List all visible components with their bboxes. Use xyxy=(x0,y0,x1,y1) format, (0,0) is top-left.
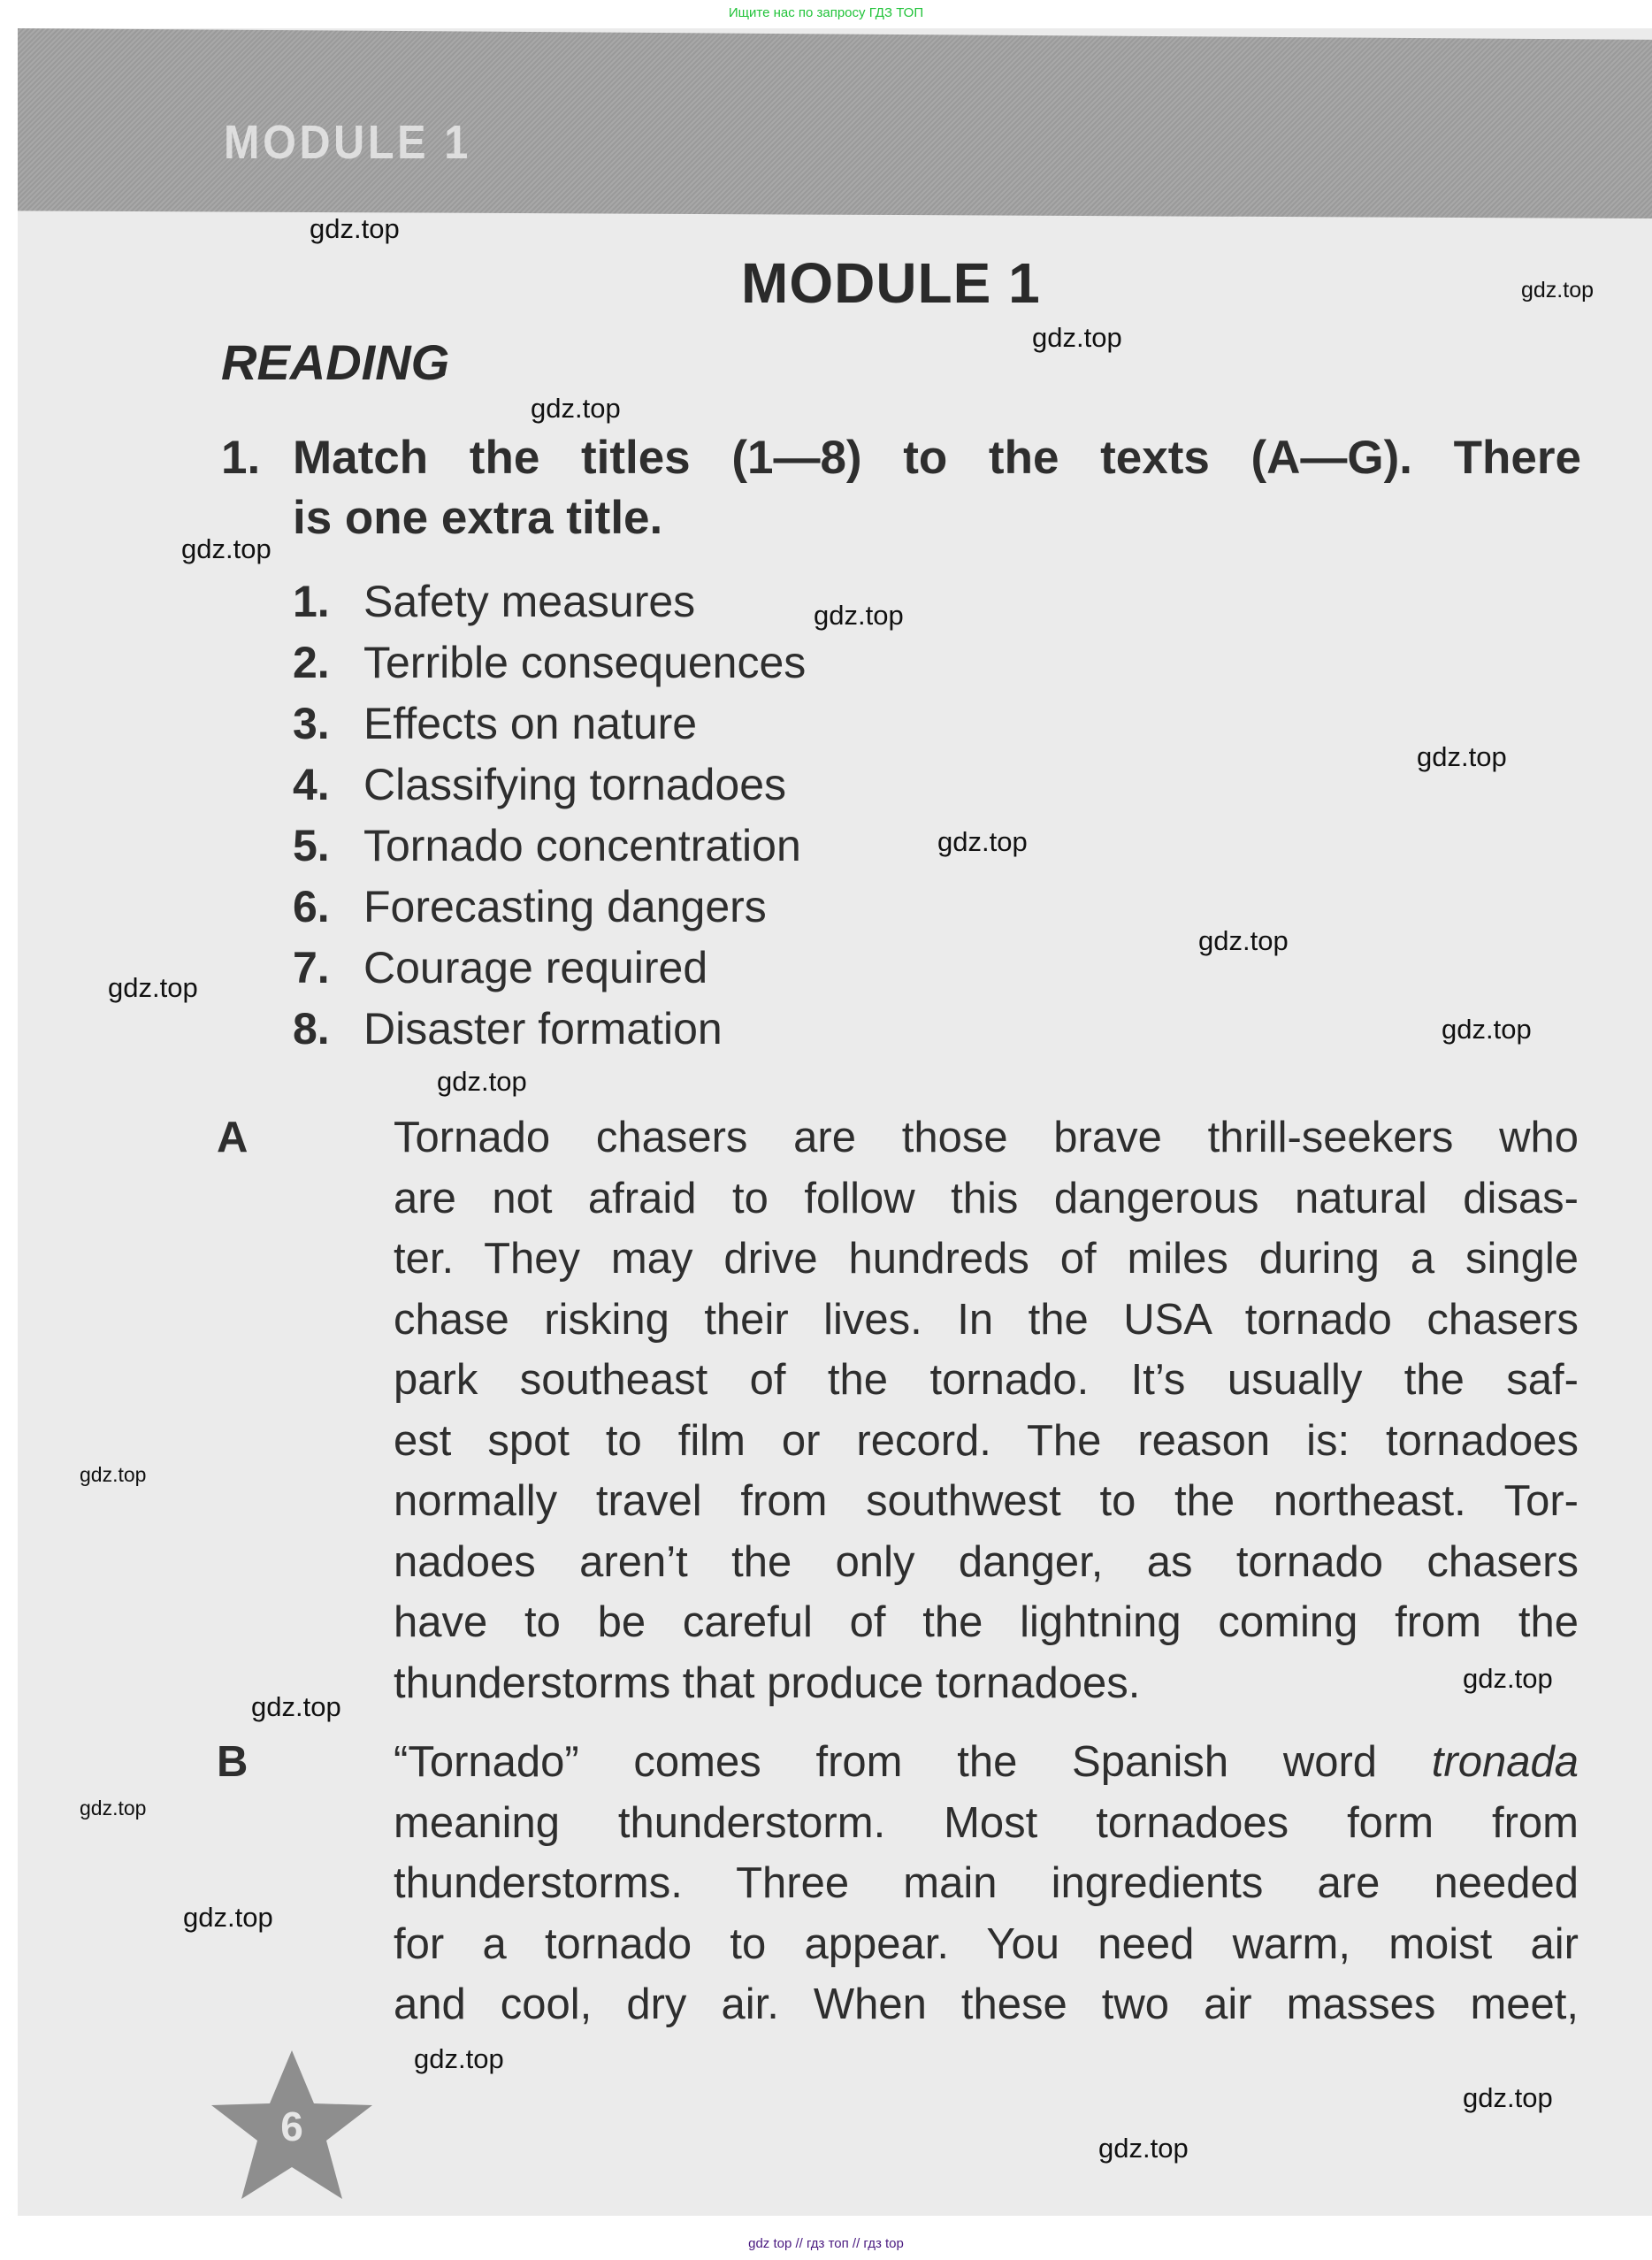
item-number: 6. xyxy=(293,882,330,931)
watermark: gdz.top xyxy=(1521,278,1595,303)
list-item xyxy=(293,938,806,999)
watermark: gdz.top xyxy=(1417,741,1507,772)
watermark: gdz.top xyxy=(1442,1014,1532,1045)
watermark: gdz.top xyxy=(531,393,621,424)
watermark: gdz.top xyxy=(183,1902,273,1933)
text-segment: “Tornado” comes from the Spanish word xyxy=(394,1738,1432,1786)
banner-title: MODULE 1 xyxy=(224,116,471,169)
watermark: gdz.top xyxy=(937,826,1028,857)
page-title: MODULE 1 xyxy=(741,251,1041,315)
list-item xyxy=(293,693,806,755)
list-item xyxy=(293,999,806,1060)
text-b xyxy=(217,1732,1579,2035)
item-number: 2. xyxy=(293,638,330,687)
page-number: 6 xyxy=(280,2103,303,2149)
item-number: 7. xyxy=(293,943,330,992)
watermark: gdz.top xyxy=(108,972,198,1003)
item-text: Classifying tornadoes xyxy=(363,760,787,809)
list-item xyxy=(293,816,806,877)
watermark: gdz.top xyxy=(1198,925,1289,956)
item-number: 5. xyxy=(293,821,330,870)
watermark: gdz.top xyxy=(814,600,904,631)
text-a xyxy=(217,1107,1579,1713)
text-line: thunderstorms that produce tornadoes. xyxy=(394,1659,1141,1707)
watermark: gdz.top xyxy=(1098,2133,1189,2164)
text-label: B xyxy=(217,1738,249,1786)
item-text: Effects on nature xyxy=(363,699,698,748)
search-notice: Ищите нас по запросу ГДЗ ТОП xyxy=(728,5,924,20)
text-line: thunderstorms. Three main ingredients are needed xyxy=(394,1859,1579,1907)
watermark: gdz.top xyxy=(1463,1663,1553,1694)
watermark: gdz.top xyxy=(1032,322,1122,353)
watermark: gdz.top xyxy=(80,1797,147,1819)
watermark: gdz.top xyxy=(80,1463,147,1486)
text-line: are not afraid to follow this dangerous natural disas- xyxy=(394,1174,1579,1222)
item-number: 8. xyxy=(293,1004,330,1053)
item-number: 1. xyxy=(293,577,330,626)
list-item xyxy=(293,877,806,938)
item-text: Safety measures xyxy=(363,577,696,626)
watermark: gdz.top xyxy=(251,1691,341,1722)
item-text: Terrible consequences xyxy=(363,638,807,687)
task-number: 1. xyxy=(221,432,261,484)
item-text: Forecasting dangers xyxy=(363,882,767,931)
text-line: ter. They may drive hundreds of miles during a single xyxy=(394,1235,1579,1283)
item-text: Disaster formation xyxy=(363,1004,723,1053)
section-heading: READING xyxy=(221,334,450,390)
italic-word: tronada xyxy=(1431,1738,1579,1786)
item-text: Tornado concentration xyxy=(363,821,801,870)
item-number: 3. xyxy=(293,699,330,748)
list-item xyxy=(293,571,806,632)
list-item xyxy=(293,632,806,693)
text-line: Tornado chasers are those brave thrill-seekers who xyxy=(394,1114,1579,1161)
text-line: chase risking their lives. In the USA tornado chasers xyxy=(394,1295,1579,1344)
item-text: Courage required xyxy=(363,943,708,992)
text-line: meaning thunderstorm. Most tornadoes form from xyxy=(394,1798,1579,1847)
watermark: gdz.top xyxy=(310,213,400,244)
list-item xyxy=(293,755,806,816)
task-line: is one extra title. xyxy=(293,492,663,544)
text-line: for a tornado to appear. You need warm, moist air xyxy=(394,1919,1579,1968)
watermark: gdz.top xyxy=(437,1066,527,1097)
titles-list xyxy=(293,571,806,1060)
text-label: A xyxy=(217,1114,249,1161)
text-line: have to be careful of the lightning coming from the xyxy=(394,1598,1579,1646)
text-line: park southeast of the tornado. It’s usually the saf- xyxy=(394,1356,1579,1404)
watermark: gdz.top xyxy=(414,2043,504,2074)
footer-links[interactable]: gdz top // гдз топ // гдз top xyxy=(748,2236,904,2251)
page-number-star-icon xyxy=(208,2043,376,2207)
task-line: Match the titles (1—8) to the texts (A—G). There xyxy=(293,432,1581,484)
text-line: nadoes aren’t the only danger, as tornado chasers xyxy=(394,1537,1579,1586)
text-line xyxy=(394,1732,1579,1793)
text-line: and cool, dry air. When these two air masses meet, xyxy=(394,1980,1579,2028)
watermark: gdz.top xyxy=(181,533,272,564)
item-number: 4. xyxy=(293,760,330,809)
text-line: normally travel from southwest to the northeast. Tor- xyxy=(394,1477,1579,1525)
watermark: gdz.top xyxy=(1463,2082,1553,2113)
text-line: est spot to film or record. The reason is: tornadoes xyxy=(394,1416,1579,1465)
